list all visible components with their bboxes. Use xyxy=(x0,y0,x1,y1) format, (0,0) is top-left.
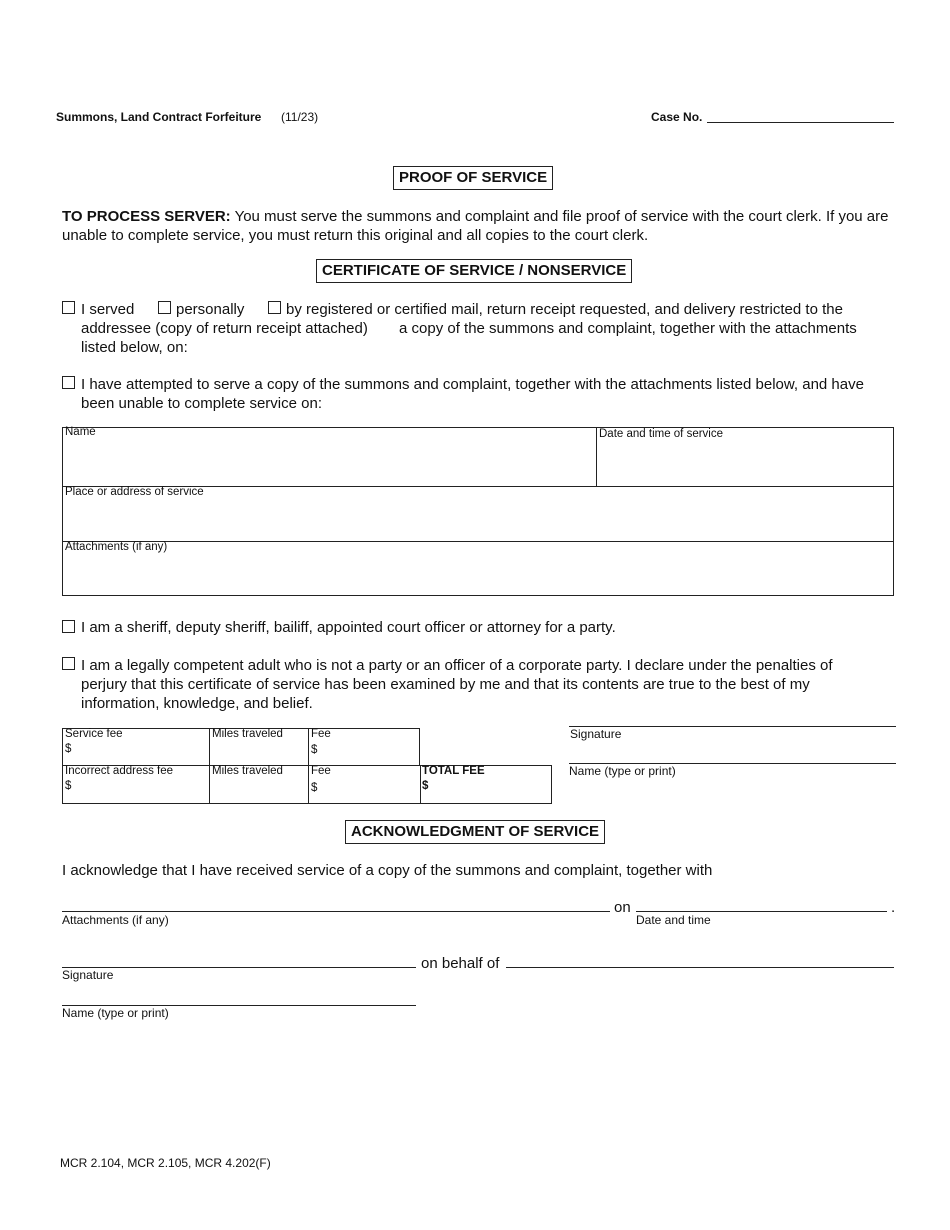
ack-on-label: on xyxy=(614,899,631,916)
adult-checkbox[interactable] xyxy=(62,657,75,670)
miles-traveled-field-2[interactable] xyxy=(212,779,306,802)
case-no-field[interactable] xyxy=(707,122,894,123)
adult-label-line1: I am a legally competent adult who is not a party or an officer of a corporate party. I declare under the penalties of xyxy=(81,657,833,674)
service-fee-dollar: $ xyxy=(65,743,72,755)
ack-attachments-label: Attachments (if any) xyxy=(62,913,169,927)
mail-label-line2: addressee (copy of return receipt attached) xyxy=(81,320,368,337)
process-server-instructions xyxy=(62,207,897,245)
personally-label: personally xyxy=(176,301,245,318)
incorrect-address-fee-label: Incorrect address fee xyxy=(65,765,174,777)
server-signature-label: Signature xyxy=(570,727,622,741)
date-time-field[interactable] xyxy=(598,442,893,485)
place-field[interactable] xyxy=(63,500,893,540)
fee-field-2[interactable] xyxy=(321,779,417,802)
place-field-label: Place or address of service xyxy=(65,486,204,498)
table-divider-row2 xyxy=(62,541,894,542)
miles-traveled-label-2: Miles traveled xyxy=(212,765,283,777)
name-field[interactable] xyxy=(63,440,595,485)
service-fee-field[interactable] xyxy=(75,742,205,764)
officer-label: I am a sheriff, deputy sheriff, bailiff, appointed court officer or attorney for a party. xyxy=(81,619,616,636)
ack-attachments-field[interactable] xyxy=(62,911,610,912)
total-fee-label: TOTAL FEE xyxy=(422,765,485,777)
adult-label-line2: perjury that this certificate of service has been examined by me and that its contents are true to the best of my xyxy=(81,676,810,693)
fee-label-1: Fee xyxy=(311,728,331,740)
mail-label-line3: listed below, on: xyxy=(81,339,188,356)
served-checkbox[interactable] xyxy=(62,301,75,314)
ack-signature-field[interactable] xyxy=(62,967,416,968)
ack-period: . xyxy=(891,899,896,916)
ack-name-label: Name (type or print) xyxy=(62,1006,169,1020)
fees-divider-3 xyxy=(420,765,421,804)
instructions-lead: TO PROCESS SERVER: xyxy=(62,208,231,225)
ack-signature-label: Signature xyxy=(62,968,114,982)
attempted-label-line2: been unable to complete service on: xyxy=(81,395,322,412)
acknowledgment-text: I acknowledge that I have received service of a copy of the summons and complaint, together with xyxy=(62,862,713,879)
proof-of-service-title: PROOF OF SERVICE xyxy=(393,166,553,190)
personally-checkbox[interactable] xyxy=(158,301,171,314)
instructions-text: You must serve the summons and complaint and file proof of service with the court clerk. If you are unable to complete service, you must return this original and all copies to the court clerk. xyxy=(62,208,889,244)
served-label: I served xyxy=(81,301,135,318)
on-behalf-of-label: on behalf of xyxy=(421,955,500,972)
incorrect-address-fee-dollar: $ xyxy=(65,780,72,792)
ack-date-time-field[interactable] xyxy=(636,911,887,912)
name-field-label: Name xyxy=(65,426,96,438)
attachments-field[interactable] xyxy=(63,555,893,595)
fee-label-2: Fee xyxy=(311,765,331,777)
server-name-label: Name (type or print) xyxy=(569,764,676,778)
mail-checkbox[interactable] xyxy=(268,301,281,314)
case-no-label: Case No. xyxy=(651,110,703,124)
attachments-field-label: Attachments (if any) xyxy=(65,541,168,553)
fee-dollar-1: $ xyxy=(311,744,318,756)
fee-field-1[interactable] xyxy=(321,742,417,764)
form-revision: (11/23) xyxy=(281,110,319,124)
total-fee-dollar: $ xyxy=(422,780,429,792)
court-rule-footer: MCR 2.104, MCR 2.105, MCR 4.202(F) xyxy=(60,1156,271,1170)
adult-label-line3: information, knowledge, and belief. xyxy=(81,695,313,712)
table-divider-vertical xyxy=(596,427,597,487)
date-time-field-label: Date and time of service xyxy=(599,428,724,440)
mail-label-line2b: a copy of the summons and complaint, together with the attachments xyxy=(399,320,857,337)
total-fee-field[interactable] xyxy=(432,779,549,802)
mail-label-line1: by registered or certified mail, return receipt requested, and delivery restricted to the xyxy=(286,301,843,318)
attempted-checkbox[interactable] xyxy=(62,376,75,389)
attempted-label-line1: I have attempted to serve a copy of the summons and complaint, together with the attachments listed below, and have xyxy=(81,376,864,393)
certificate-title: CERTIFICATE OF SERVICE / NONSERVICE xyxy=(316,259,632,283)
ack-date-time-label: Date and time xyxy=(636,913,711,927)
officer-checkbox[interactable] xyxy=(62,620,75,633)
miles-traveled-field-1[interactable] xyxy=(212,742,306,764)
form-title: Summons, Land Contract Forfeiture xyxy=(56,110,262,124)
miles-traveled-label-1: Miles traveled xyxy=(212,728,283,740)
acknowledgment-title: ACKNOWLEDGMENT OF SERVICE xyxy=(345,820,605,844)
fee-dollar-2: $ xyxy=(311,782,318,794)
service-fee-label: Service fee xyxy=(65,728,123,740)
incorrect-address-fee-field[interactable] xyxy=(75,779,205,802)
on-behalf-of-field[interactable] xyxy=(506,967,894,968)
